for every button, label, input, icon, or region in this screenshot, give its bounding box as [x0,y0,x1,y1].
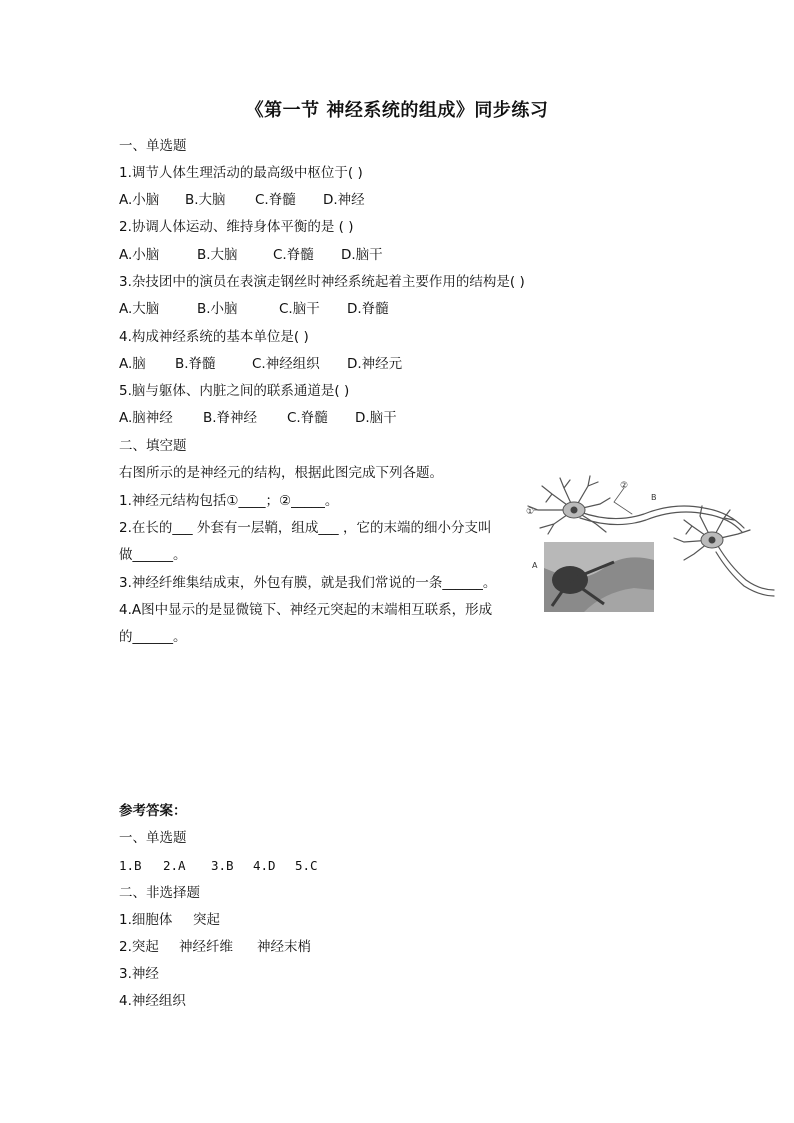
answer-4: 4.神经组织 [119,993,186,1009]
question-3-options [119,300,389,318]
micrograph-inset [544,542,654,612]
answer-item: 1.B [119,858,142,873]
question-5: 5.脑与躯体、内脏之间的联系通道是( ) [119,383,350,399]
option: D.脑干 [341,247,383,263]
answer-item: 1.细胞体 [119,912,173,928]
option: A.小脑 [119,192,160,208]
answer-item: 神经末梢 [257,939,311,955]
fill-question-4-cont: 的______。 [119,629,187,645]
section-fill-in: 二、填空题 [119,438,187,454]
answer-item: 2.突起 [119,939,159,955]
option: B.脊髓 [175,356,216,372]
option: A.小脑 [119,247,160,263]
answer-2 [119,938,311,956]
fill-question-4: 4.A图中显示的是显微镜下、神经元突起的末端相互联系，形成 [119,602,493,618]
option: B.大脑 [197,247,238,263]
question-4-options [119,355,402,373]
option: A.大脑 [119,301,160,317]
label-a: A [532,561,538,570]
answers-title: 参考答案： [119,803,187,819]
page-title: 《第一节 神经系统的组成》同步练习 [245,100,549,121]
option: C.脑干 [279,301,320,317]
neuron-diagram [524,472,776,620]
fill-question-3: 3.神经纤维集结成束，外包有膜，就是我们常说的一条______。 [119,575,497,591]
option: B.大脑 [185,192,226,208]
answers-section-1: 一、单选题 [119,830,187,846]
option: C.脊髓 [255,192,296,208]
option: C.神经组织 [252,356,320,372]
section-single-choice: 一、单选题 [119,138,187,154]
label-2: ② [620,481,629,491]
option: A.脑 [119,356,146,372]
fill-intro: 右图所示的是神经元的结构，根据此图完成下列各题。 [119,465,443,481]
question-5-options [119,409,397,427]
label-b: B [651,493,657,502]
option: D.脑干 [355,410,397,426]
option: C.脊髓 [287,410,328,426]
answer-item: 2.A [163,858,186,873]
option: B.脊神经 [203,410,258,426]
option: B.小脑 [197,301,238,317]
answer-item: 神经纤维 [179,939,233,955]
answer-3: 3.神经 [119,966,159,982]
answer-1 [119,911,220,929]
option: D.神经元 [347,356,403,372]
fill-question-2: 2.在长的___ 外套有一层鞘，组成___ ，它的末端的细小分支叫 [119,520,492,536]
answers-mc [119,857,318,875]
option: D.脊髓 [347,301,389,317]
fill-question-1: 1.神经元结构包括①____；②_____。 [119,493,339,509]
question-3: 3.杂技团中的演员在表演走钢丝时神经系统起着主要作用的结构是( ) [119,274,525,290]
question-2: 2.协调人体运动、维持身体平衡的是 ( ) [119,219,354,235]
answers-section-2: 二、非选择题 [119,885,200,901]
answer-item: 3.B [211,858,234,873]
question-4: 4.构成神经系统的基本单位是( ) [119,329,309,345]
fill-question-2-cont: 做______。 [119,547,187,563]
option: A.脑神经 [119,410,173,426]
answer-item: 5.C [295,858,318,873]
question-1-options [119,191,365,209]
option: D.神经 [323,192,365,208]
question-1: 1.调节人体生理活动的最高级中枢位于( ) [119,165,363,181]
answer-item: 4.D [253,858,276,873]
question-2-options [119,246,383,264]
answer-item: 突起 [193,912,220,928]
label-1: ① [526,507,535,517]
option: C.脊髓 [273,247,314,263]
